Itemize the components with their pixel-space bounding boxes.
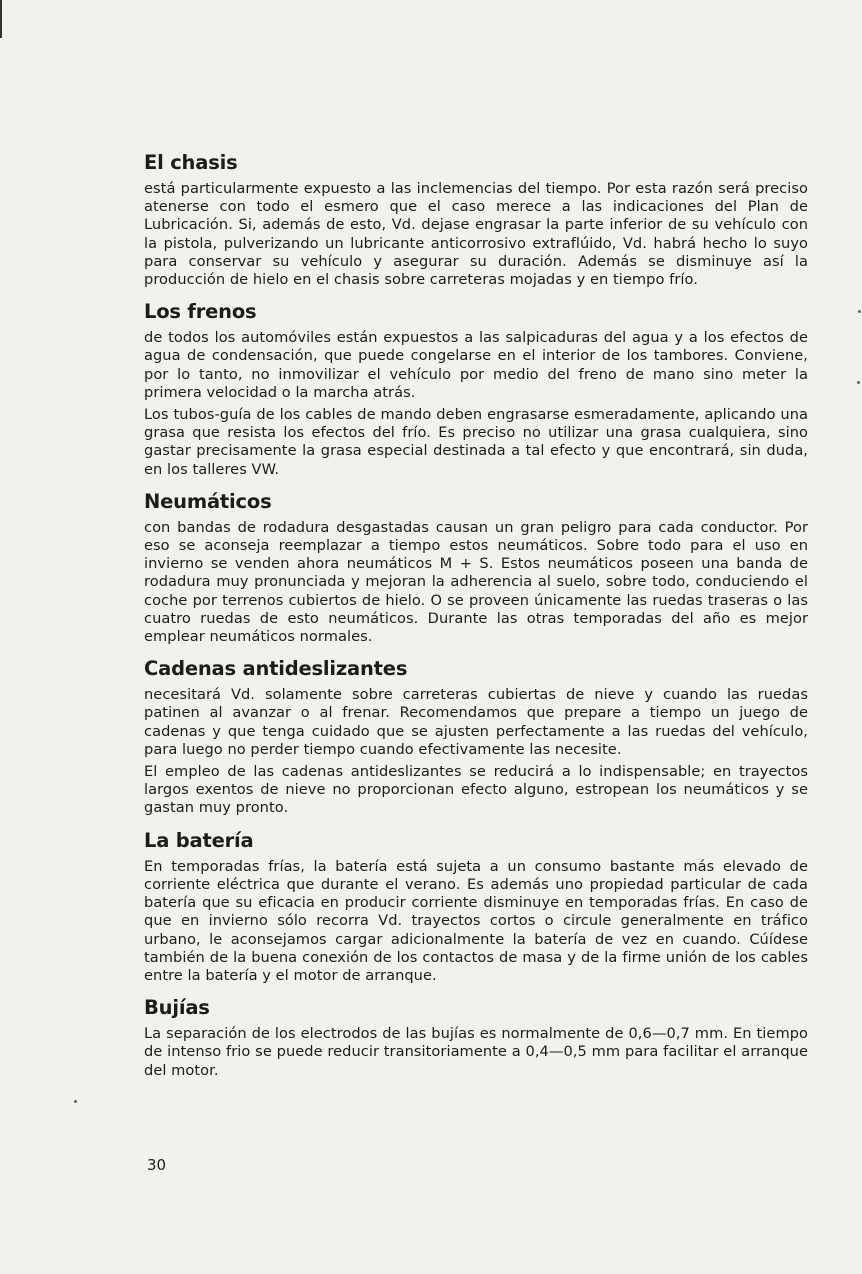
section-heading: Cadenas antideslizantes (144, 657, 408, 681)
page-edge-mark (0, 0, 2, 38)
paragraph: La separación de los electrodos de las bujías es normalmente de 0,6—0,7 mm. En tiempo de intenso frio se puede reducir transitoriamente a 0,4—0,5 mm para facilitar el arranque del motor. (144, 1025, 808, 1079)
speck-mark (74, 1100, 77, 1103)
section-bujias (144, 995, 808, 1080)
paragraph: con bandas de rodadura desgastadas causan un gran peligro para cada conductor. Por eso se aconseja reemplazar a tiempo estos neumáticos. Sobre todo para el uso en invierno se venden ahora neumáticos M + S. Estos neumáticos poseen una banda de rodadura muy pronunciada y mejoran la adherencia al suelo, sobre todo, conduciendo el coche por terrenos cubiertos de hielo. O se proveen únicamente las ruedas traseras o las cuatro ruedas de esto neumáticos. Durante las otras temporadas del año es mejor emplear neumáticos normales. (144, 518, 808, 646)
paragraph: El empleo de las cadenas antideslizantes se reducirá a lo indispensable; en trayectos largos exentos de nieve no proporcionan efecto alguno, estropean los neumáticos y se gastan muy pronto. (144, 763, 808, 817)
speck-mark (858, 310, 861, 313)
section-frenos (144, 299, 808, 479)
section-heading: Los frenos (144, 300, 257, 324)
section-chasis (144, 150, 808, 289)
section-bateria (144, 828, 808, 985)
paragraph: Los tubos-guía de los cables de mando deben engrasarse esmeradamente, aplicando una grasa que resista los efectos del frío. Es preciso no utilizar una grasa cualquiera, sino gastar precisamente la grasa especial destinada a tal efecto y que encontrará, sin duda, en los talleres VW. (144, 406, 808, 478)
section-heading: Neumáticos (144, 489, 272, 513)
section-heading: El chasis (144, 151, 238, 174)
section-neumaticos (144, 489, 808, 646)
section-heading: Bujías (144, 996, 210, 1020)
page-content (144, 150, 808, 1090)
speck-mark (857, 381, 860, 384)
section-heading: La batería (144, 828, 254, 852)
paragraph: está particularmente expuesto a las inclemencias del tiempo. Por esta razón será preciso atenerse con todo el esmero que el caso merece a las indicaciones del Plan de Lubricación. Si, además de esto, Vd. dejase engrasar la parte inferior de su vehículo con la pistola, pulverizando un lubricante anticorrosivo extraflúido, Vd. habrá hecho lo suyo para conservar su vehículo y asegurar su duración. Además se disminuye así la producción de hielo en el chasis sobre carreteras mojadas y en tiempo frío. (144, 180, 808, 289)
section-cadenas (144, 656, 808, 817)
page-number: 30 (147, 1156, 167, 1174)
paragraph: necesitará Vd. solamente sobre carreteras cubiertas de nieve y cuando las ruedas patinen al avanzar o al frenar. Recomendamos que prepare a tiempo un juego de cadenas y que tenga cuidado que se ajusten perfectamente a las ruedas del vehículo, para luego no perder tiempo cuando efectivamente las necesite. (144, 686, 808, 758)
paragraph: de todos los automóviles están expuestos a las salpicaduras del agua y a los efectos de agua de condensación, que puede congelarse en el interior de los tambores. Conviene, por lo tanto, no inmovilizar el vehículo por medio del freno de mano sino meter la primera velocidad o la marcha atrás. (144, 329, 808, 401)
paragraph: En temporadas frías, la batería está sujeta a un consumo bastante más elevado de corriente eléctrica que durante el verano. Es además uno propiedad particular de cada batería que su eficacia en producir corriente disminuye en temporadas frías. En caso de que en invierno sólo recorra Vd. trayectos cortos o circule generalmente en tráfico urbano, le aconsejamos cargar adicionalmente la batería de vez en cuando. Cúídese también de la buena conexión de los contactos de masa y de la firme unión de los cables entre la batería y el motor de arranque. (144, 857, 808, 984)
